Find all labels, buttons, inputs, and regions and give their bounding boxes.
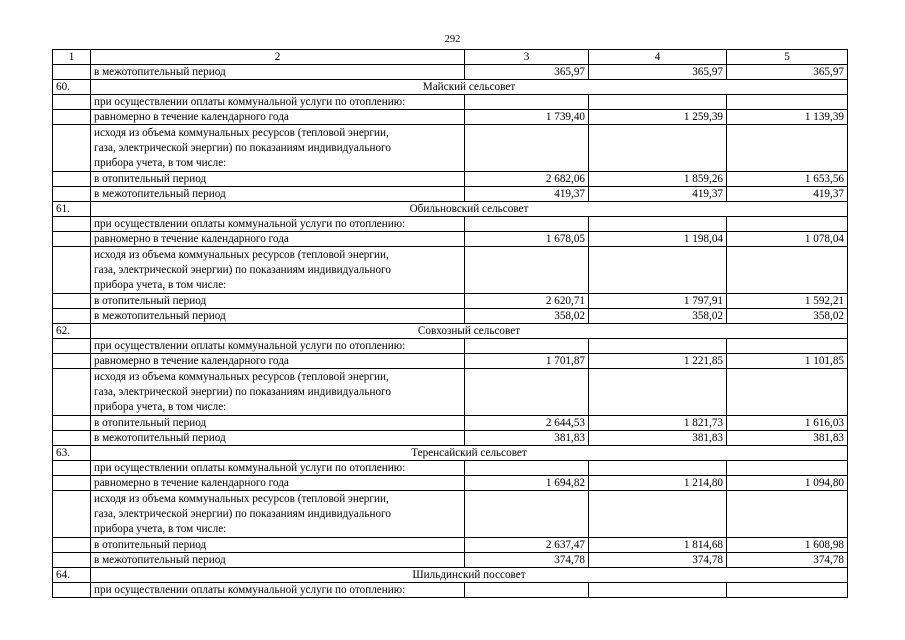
row-num xyxy=(53,538,91,553)
row-label-multiline xyxy=(91,125,465,172)
table-row xyxy=(53,172,848,187)
value-col-5 xyxy=(727,583,848,598)
value-col-4: 358,02 xyxy=(589,309,727,324)
header-col-2: 2 xyxy=(91,50,465,65)
header-col-1: 1 xyxy=(53,50,91,65)
row-num xyxy=(53,309,91,324)
row-num xyxy=(53,416,91,431)
value-col-3: 1 739,40 xyxy=(465,110,589,125)
value-col-4: 1 221,85 xyxy=(589,354,727,369)
value-col-4 xyxy=(589,247,727,294)
value-col-3 xyxy=(465,217,589,232)
table-row xyxy=(53,294,848,309)
table-row xyxy=(53,553,848,568)
value-col-5: 374,78 xyxy=(727,553,848,568)
value-col-5 xyxy=(727,217,848,232)
table-row xyxy=(53,125,848,172)
row-label: при осуществлении оплаты коммунальной услуги по отоплению: xyxy=(91,461,465,476)
row-num xyxy=(53,553,91,568)
value-col-4 xyxy=(589,339,727,354)
value-col-3 xyxy=(465,583,589,598)
row-num xyxy=(53,461,91,476)
value-col-5 xyxy=(727,339,848,354)
row-label: в межотопительный период xyxy=(91,553,465,568)
section-title-row xyxy=(53,324,848,339)
row-num xyxy=(53,187,91,202)
row-label-multiline xyxy=(91,247,465,294)
value-col-3: 365,97 xyxy=(465,65,589,80)
section-title: Шильдинский поссовет xyxy=(91,568,848,583)
value-col-5: 419,37 xyxy=(727,187,848,202)
value-col-3: 358,02 xyxy=(465,309,589,324)
value-col-5: 1 094,80 xyxy=(727,476,848,491)
value-col-4: 1 859,26 xyxy=(589,172,727,187)
table-row xyxy=(53,95,848,110)
value-col-5 xyxy=(727,491,848,538)
header-col-3: 3 xyxy=(465,50,589,65)
value-col-5 xyxy=(727,369,848,416)
row-num xyxy=(53,431,91,446)
value-col-5 xyxy=(727,461,848,476)
value-col-5: 365,97 xyxy=(727,65,848,80)
row-label: в межотопительный период xyxy=(91,187,465,202)
row-num xyxy=(53,232,91,247)
section-number: 62. xyxy=(53,324,91,339)
value-col-5: 1 101,85 xyxy=(727,354,848,369)
table-row xyxy=(53,583,848,598)
table-row xyxy=(53,538,848,553)
value-col-3: 1 694,82 xyxy=(465,476,589,491)
value-col-5: 1 653,56 xyxy=(727,172,848,187)
row-label: равномерно в течение календарного года xyxy=(91,476,465,491)
row-num xyxy=(53,125,91,172)
row-num xyxy=(53,95,91,110)
row-label: в межотопительный период xyxy=(91,65,465,80)
value-col-4: 1 198,04 xyxy=(589,232,727,247)
section-title: Обильновский сельсовет xyxy=(91,202,848,217)
section-title-row xyxy=(53,568,848,583)
value-col-3 xyxy=(465,95,589,110)
row-num xyxy=(53,491,91,538)
value-col-5 xyxy=(727,95,848,110)
row-label-line: газа, электрической энергии) по показаниям индивидуального xyxy=(94,386,391,398)
row-label-line: прибора учета, в том числе: xyxy=(94,157,227,169)
value-col-5: 1 592,21 xyxy=(727,294,848,309)
table-row xyxy=(53,110,848,125)
value-col-4: 1 821,73 xyxy=(589,416,727,431)
row-num xyxy=(53,217,91,232)
row-num xyxy=(53,172,91,187)
section-title-row xyxy=(53,446,848,461)
row-num xyxy=(53,110,91,125)
row-label: в отопительный период xyxy=(91,538,465,553)
section-title: Майский сельсовет xyxy=(91,80,848,95)
value-col-4 xyxy=(589,461,727,476)
row-label-line: прибора учета, в том числе: xyxy=(94,401,227,413)
value-col-3 xyxy=(465,491,589,538)
value-col-4: 1 814,68 xyxy=(589,538,727,553)
section-title: Теренсайский сельсовет xyxy=(91,446,848,461)
value-col-5: 358,02 xyxy=(727,309,848,324)
header-col-5: 5 xyxy=(727,50,848,65)
table-row xyxy=(53,416,848,431)
value-col-5 xyxy=(727,125,848,172)
tariff-table xyxy=(52,49,848,598)
section-number: 60. xyxy=(53,80,91,95)
table-row xyxy=(53,339,848,354)
value-col-3: 2 682,06 xyxy=(465,172,589,187)
value-col-3 xyxy=(465,339,589,354)
value-col-3: 1 678,05 xyxy=(465,232,589,247)
header-row xyxy=(53,50,848,65)
table-row xyxy=(53,491,848,538)
value-col-4: 365,97 xyxy=(589,65,727,80)
row-label-line: газа, электрической энергии) по показаниям индивидуального xyxy=(94,142,391,154)
page-number: 292 xyxy=(444,34,461,45)
value-col-3: 2 644,53 xyxy=(465,416,589,431)
value-col-3: 374,78 xyxy=(465,553,589,568)
section-title-row xyxy=(53,202,848,217)
value-col-3 xyxy=(465,247,589,294)
value-col-4: 1 214,80 xyxy=(589,476,727,491)
table-row xyxy=(53,65,848,80)
row-label: при осуществлении оплаты коммунальной услуги по отоплению: xyxy=(91,583,465,598)
row-num xyxy=(53,247,91,294)
table-row xyxy=(53,217,848,232)
value-col-5: 1 616,03 xyxy=(727,416,848,431)
row-label: в отопительный период xyxy=(91,416,465,431)
section-number: 61. xyxy=(53,202,91,217)
row-num xyxy=(53,339,91,354)
row-label: равномерно в течение календарного года xyxy=(91,354,465,369)
row-label: в межотопительный период xyxy=(91,309,465,324)
row-label: равномерно в течение календарного года xyxy=(91,232,465,247)
value-col-4: 381,83 xyxy=(589,431,727,446)
value-col-4: 419,37 xyxy=(589,187,727,202)
row-label: равномерно в течение календарного года xyxy=(91,110,465,125)
row-num xyxy=(53,294,91,309)
value-col-3: 1 701,87 xyxy=(465,354,589,369)
value-col-4 xyxy=(589,95,727,110)
row-label-multiline xyxy=(91,491,465,538)
value-col-4 xyxy=(589,125,727,172)
row-label-multiline xyxy=(91,369,465,416)
value-col-4 xyxy=(589,491,727,538)
table-row xyxy=(53,461,848,476)
section-title-row xyxy=(53,80,848,95)
value-col-5: 1 078,04 xyxy=(727,232,848,247)
value-col-3: 419,37 xyxy=(465,187,589,202)
value-col-3 xyxy=(465,461,589,476)
row-num xyxy=(53,65,91,80)
tariff-table-body xyxy=(53,50,848,598)
row-label: при осуществлении оплаты коммунальной услуги по отоплению: xyxy=(91,217,465,232)
value-col-4 xyxy=(589,217,727,232)
value-col-5: 1 139,39 xyxy=(727,110,848,125)
row-num xyxy=(53,583,91,598)
header-col-4: 4 xyxy=(589,50,727,65)
table-row xyxy=(53,476,848,491)
row-label: при осуществлении оплаты коммунальной услуги по отоплению: xyxy=(91,95,465,110)
table-row xyxy=(53,232,848,247)
row-label-line: исходя из объема коммунальных ресурсов (тепловой энергии, xyxy=(94,371,389,383)
value-col-4 xyxy=(589,369,727,416)
value-col-3: 2 620,71 xyxy=(465,294,589,309)
section-title: Совхозный сельсовет xyxy=(91,324,848,339)
table-row xyxy=(53,309,848,324)
value-col-3: 2 637,47 xyxy=(465,538,589,553)
value-col-5: 1 608,98 xyxy=(727,538,848,553)
row-label-line: прибора учета, в том числе: xyxy=(94,279,227,291)
table-row xyxy=(53,247,848,294)
value-col-3: 381,83 xyxy=(465,431,589,446)
row-num xyxy=(53,369,91,416)
section-number: 64. xyxy=(53,568,91,583)
row-label-line: исходя из объема коммунальных ресурсов (тепловой энергии, xyxy=(94,249,389,261)
row-label-line: исходя из объема коммунальных ресурсов (тепловой энергии, xyxy=(94,493,389,505)
table-row xyxy=(53,369,848,416)
row-num xyxy=(53,354,91,369)
table-row xyxy=(53,431,848,446)
row-label: в отопительный период xyxy=(91,294,465,309)
value-col-3 xyxy=(465,125,589,172)
row-label-line: прибора учета, в том числе: xyxy=(94,523,227,535)
row-label: при осуществлении оплаты коммунальной услуги по отоплению: xyxy=(91,339,465,354)
value-col-4: 374,78 xyxy=(589,553,727,568)
row-label-line: исходя из объема коммунальных ресурсов (тепловой энергии, xyxy=(94,127,389,139)
value-col-4: 1 259,39 xyxy=(589,110,727,125)
row-label-line: газа, электрической энергии) по показаниям индивидуального xyxy=(94,264,391,276)
value-col-4: 1 797,91 xyxy=(589,294,727,309)
row-num xyxy=(53,476,91,491)
section-number: 63. xyxy=(53,446,91,461)
table-row xyxy=(53,187,848,202)
value-col-5: 381,83 xyxy=(727,431,848,446)
row-label: в межотопительный период xyxy=(91,431,465,446)
table-row xyxy=(53,354,848,369)
value-col-4 xyxy=(589,583,727,598)
value-col-5 xyxy=(727,247,848,294)
row-label: в отопительный период xyxy=(91,172,465,187)
value-col-3 xyxy=(465,369,589,416)
row-label-line: газа, электрической энергии) по показаниям индивидуального xyxy=(94,508,391,520)
